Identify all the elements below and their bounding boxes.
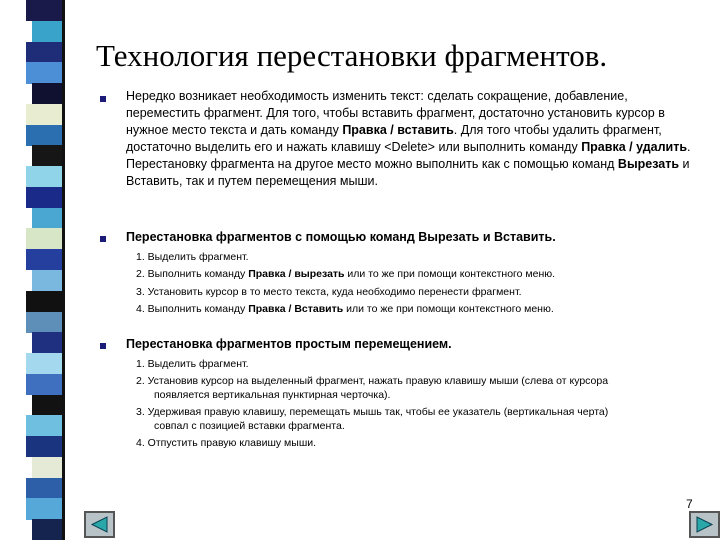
page-number: 7 (686, 497, 693, 511)
list-item: 4. Отпустить правую клавишу мыши. (136, 437, 317, 449)
stripe-segment (32, 519, 62, 540)
bullet-icon (100, 343, 106, 349)
stripe-segment (32, 457, 62, 478)
prev-slide-button[interactable] (84, 511, 115, 538)
stripe-segment (32, 270, 62, 291)
stripe-segment (26, 436, 62, 457)
paragraph-command: Правка / удалить (581, 140, 688, 154)
paragraph-text: Нередко возникает необходимость изменить текст: сделать сокращение, добавление, переместить фрагмент. Для того, чтобы вставить фрагмент, достаточно установить курсор в нужное место текста и дать команду (126, 89, 665, 137)
slide-title: Технология перестановки фрагментов. (96, 38, 608, 73)
triangle-right-icon (691, 513, 718, 536)
stripe-segment (26, 125, 62, 146)
paragraph-text: . Перестановку фрагмента на другое место можно выполнить как с помощью команд (126, 140, 691, 171)
stripe-segment (26, 353, 62, 374)
list-item: 2. Установив курсор на выделенный фрагмент, нажать правую клавишу мыши (слева от курсора появляется вертикальная пунктирная черточка). (136, 375, 609, 401)
stripe-segment (26, 291, 62, 312)
stripe-segment (32, 145, 62, 166)
next-slide-button[interactable] (689, 511, 720, 538)
bullet-icon (100, 236, 106, 242)
stripe-segment (26, 498, 62, 519)
list-item: 4. Выполнить команду Правка / Вставить или то же при помощи контекстного меню. (136, 303, 554, 315)
paragraph-command: Вырезать (617, 157, 680, 171)
stripe-segment (32, 395, 62, 416)
stripe-segment (26, 415, 62, 436)
paragraph-command: Правка / вставить (342, 123, 454, 137)
list-item: 1. Выделить фрагмент. (136, 251, 249, 263)
stripe-segment (26, 478, 62, 499)
stripe-segment (32, 21, 62, 42)
stripe-segment (26, 104, 62, 125)
stripe-segment (32, 332, 62, 353)
stripe-segment (26, 166, 62, 187)
stripe-segment (26, 374, 62, 395)
list-item: 2. Выполнить команду Правка / вырезать или то же при помощи контекстного меню. (136, 268, 556, 280)
list-item: 3. Установить курсор в то место текста, куда необходимо перенести фрагмент. (136, 286, 522, 298)
stripe-edge (62, 0, 65, 540)
bullet-icon (100, 96, 106, 102)
stripe-segment (26, 312, 62, 333)
stripe-segment (26, 42, 62, 63)
triangle-left-icon (86, 513, 113, 536)
stripe-segment (26, 62, 62, 83)
section1-heading: Перестановка фрагментов с помощью команд Вырезать и Вставить. (126, 230, 556, 244)
section2-heading: Перестановка фрагментов простым перемещением. (126, 337, 452, 351)
stripe-segment (26, 228, 62, 249)
list-item: 3. Удерживая правую клавишу, перемещать мышь так, чтобы ее указатель (вертикальная черта) совпал с позицией вставки фрагмента. (136, 406, 609, 432)
stripe-segment (26, 249, 62, 270)
decorative-stripe (0, 0, 68, 540)
intro-paragraph (126, 88, 696, 190)
stripe-segment (26, 0, 62, 21)
stripe-segment (32, 208, 62, 229)
paragraph-text: и Вставить, так и путем перемещения мыши. (126, 157, 690, 188)
paragraph-text: . Для того чтобы удалить фрагмент, достаточно выделить его и нажать клавишу <Delete> или выполнить команду (126, 123, 662, 154)
list-item: 1. Выделить фрагмент. (136, 358, 249, 370)
stripe-segment (26, 187, 62, 208)
stripe-segment (32, 83, 62, 104)
